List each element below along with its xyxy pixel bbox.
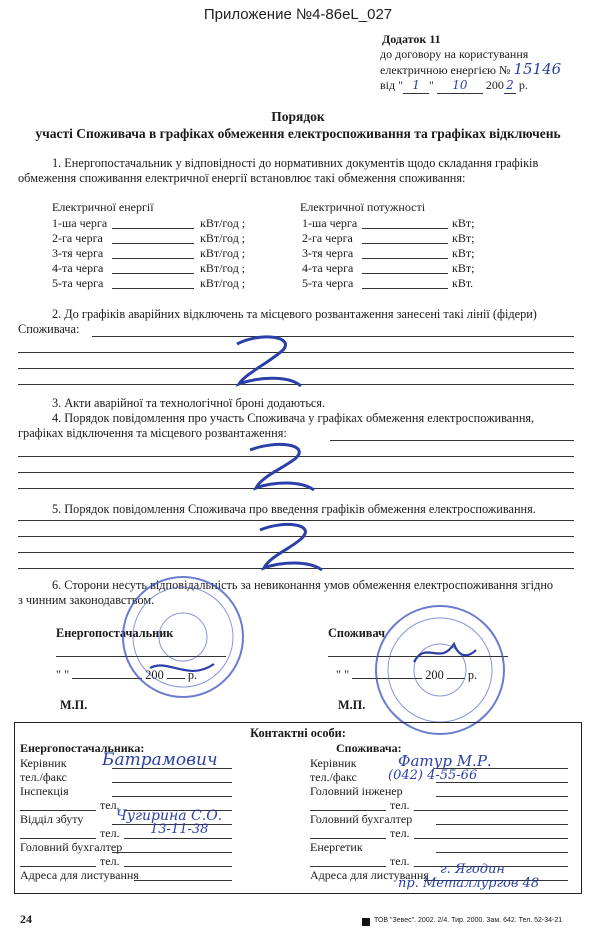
contact-left-field <box>20 838 96 839</box>
contact-left-field <box>112 852 232 853</box>
page-number: 24 <box>20 912 32 926</box>
contact-right-label: тел. <box>390 854 410 868</box>
handwritten-address2: пр. Металлургов 48 <box>398 876 540 891</box>
contact-left-label: Керівник <box>20 756 67 770</box>
title-line1: Порядок <box>271 109 325 124</box>
contact-right-label: Головний бухгалтер <box>310 812 413 826</box>
contact-right-label: Енергетик <box>310 840 363 854</box>
power-queue-label: 5-та черга <box>302 276 354 290</box>
energy-queue-field <box>112 273 194 274</box>
handwritten-consumer-head: Фатур М.Р. <box>398 752 492 770</box>
z-scribble-mark <box>225 330 315 400</box>
energy-queue-label: 1-ша черга <box>52 216 108 230</box>
addendum-line1: до договору на користування <box>380 47 529 61</box>
z-scribble-mark <box>240 436 330 502</box>
energy-queue-unit: кВт/год ; <box>200 246 246 260</box>
publisher-imprint: ТОВ "Зевес". 2002. 2/4. Тир. 2000. Зам. 642. Тел. 52-34-21 <box>374 917 563 924</box>
power-queue-unit: кВт; <box>452 246 475 260</box>
contact-right-field <box>436 824 568 825</box>
addendum-title: Додаток 11 <box>382 32 441 46</box>
field-line <box>330 440 574 441</box>
section4-text: 4. Порядок повідомлення про участь Споживача у графіках обмеження електроспоживання, <box>52 411 535 425</box>
power-queue-field <box>362 243 448 244</box>
stamp-place-right: М.П. <box>338 698 366 712</box>
addendum-date: від " 1 " 10 200 2 р. <box>380 78 528 92</box>
contact-right-label: Адреса для листування <box>310 868 429 882</box>
energy-queue-unit: кВт/год ; <box>200 261 246 275</box>
energy-queue-label: 2-га черга <box>52 231 103 245</box>
supplier-date: " " 200 р. <box>56 668 198 682</box>
power-queue-label: 1-ша черга <box>302 216 358 230</box>
title-line2: участі Споживача в графіках обмеження електроспоживання та графіках відключень <box>35 126 561 141</box>
contact-right-label: Керівник <box>310 756 357 770</box>
contacts-supplier-head: Енергопостачальника: <box>20 741 145 755</box>
handwritten-supplier-head: Батрамович <box>102 750 218 770</box>
section2-text2: Споживача: <box>18 322 80 336</box>
consumer-signature-label: Споживач <box>328 626 386 640</box>
consumer-date: " " 200 р. <box>336 668 478 682</box>
energy-queue-unit: кВт/год ; <box>200 216 246 230</box>
contact-left-field <box>124 838 232 839</box>
contract-number: 15146 <box>513 60 562 78</box>
energy-queue-label: 4-та черга <box>52 261 104 275</box>
section2-text: 2. До графіків аварійних відключень та місцевого розвантаження занесені такі лінії (фідери) <box>52 307 537 321</box>
stamp-place-left: М.П. <box>60 698 88 712</box>
contact-left-label: Адреса для листування <box>20 868 139 882</box>
contacts-consumer-head: Споживача: <box>336 741 402 755</box>
contact-right-field <box>414 810 568 811</box>
energy-queue-label: 5-та черга <box>52 276 104 290</box>
handwritten-consumer-phone: (042) 4-55-66 <box>388 768 478 783</box>
power-queue-field <box>362 288 448 289</box>
file-label: Приложение №4-86eL_027 <box>203 6 393 23</box>
energy-queue-field <box>112 288 194 289</box>
addendum-line2: електричною енергією № 15146 <box>380 60 562 78</box>
power-queue-unit: кВт; <box>452 261 475 275</box>
contact-left-label: Інспекція <box>20 784 69 798</box>
energy-queue-field <box>112 243 194 244</box>
contact-left-label: тел./факс <box>20 770 67 784</box>
power-queue-unit: кВт; <box>452 216 475 230</box>
consumer-round-stamp <box>370 600 510 740</box>
handwritten-address1: г. Ягодин <box>440 862 505 877</box>
contact-right-field <box>310 866 386 867</box>
contact-left-field <box>112 782 232 783</box>
section6-text: 6. Сторони несуть відповідальність за невиконання умов обмеження електроспоживання згідно <box>52 578 554 592</box>
contact-right-label: тел./факс <box>310 770 357 784</box>
supplier-round-stamp <box>118 572 248 702</box>
contact-right-label: тел. <box>390 826 410 840</box>
section3-text: 3. Акти аварійної та технологічної броні додаються. <box>52 396 326 410</box>
contact-left-field <box>112 796 232 797</box>
contact-right-label: тел. <box>390 798 410 812</box>
z-scribble-mark <box>248 516 338 582</box>
power-queue-unit: кВт; <box>452 231 475 245</box>
addendum-block <box>380 32 561 94</box>
contact-left-field <box>134 880 232 881</box>
contact-left-label: Відділ збуту <box>20 812 84 826</box>
energy-queue-field <box>112 228 194 229</box>
handwritten-sales-contact: Чугирина С.О. <box>116 808 223 824</box>
contact-left-label: Головний бухгалтер <box>20 840 123 854</box>
energy-header: Електричної енергії <box>52 200 154 214</box>
field-line <box>92 336 574 337</box>
energy-queue-field <box>112 258 194 259</box>
contact-left-field <box>20 866 96 867</box>
handwritten-sales-phone: 13-11-38 <box>150 822 209 837</box>
section6-text2: з чинним законодавством. <box>18 593 155 607</box>
power-queue-unit: кВт. <box>452 276 474 290</box>
contact-left-field <box>124 866 232 867</box>
section1-text2: обмеження споживання електричної енергії встановлює такі обмеження споживання: <box>18 171 466 185</box>
energy-queue-unit: кВт/год ; <box>200 231 246 245</box>
power-queue-field <box>362 273 448 274</box>
contact-left-field <box>20 810 96 811</box>
contact-right-field <box>414 838 568 839</box>
energy-queue-unit: кВт/год ; <box>200 276 246 290</box>
section4-text2: графіках відключення та місцевого розвантаження: <box>18 426 287 440</box>
section5-text: 5. Порядок повідомлення Споживача про введення графіків обмеження електроспоживання. <box>52 502 536 516</box>
section1-text: 1. Енергопостачальник у відповідності до нормативних документів щодо складання графіків <box>52 156 539 170</box>
document-title <box>0 108 596 142</box>
contacts-title: Контактні особи: <box>250 726 346 740</box>
publisher-mark-icon <box>362 918 370 926</box>
contact-right-label: Головний інженер <box>310 784 403 798</box>
contact-left-label: тел. <box>100 826 120 840</box>
power-queue-label: 4-та черга <box>302 261 354 275</box>
contact-left-label: тел. <box>100 798 120 812</box>
contact-right-field <box>436 852 568 853</box>
power-queue-label: 3-тя черга <box>302 246 354 260</box>
supplier-signature-label: Енергопостачальник <box>56 626 174 640</box>
power-queue-field <box>362 228 448 229</box>
power-queue-field <box>362 258 448 259</box>
energy-queue-label: 3-тя черга <box>52 246 104 260</box>
contact-right-field <box>436 796 568 797</box>
contact-right-field <box>310 810 386 811</box>
power-queue-label: 2-га черга <box>302 231 353 245</box>
contact-left-label: тел. <box>100 854 120 868</box>
power-header: Електричної потужності <box>300 200 426 214</box>
contact-right-field <box>310 838 386 839</box>
